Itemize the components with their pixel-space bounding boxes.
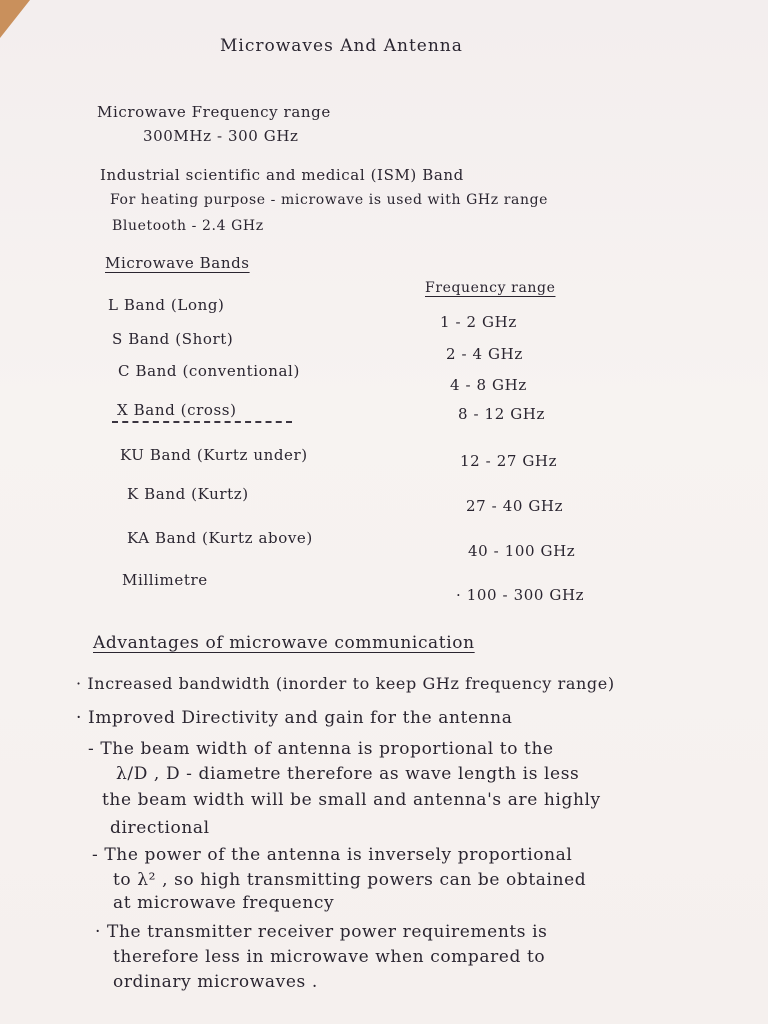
band-name-c: C Band (conventional) [118, 362, 300, 380]
frequency-range-heading: Microwave Frequency range [97, 103, 331, 121]
power-note-line-3: at microwave frequency [113, 893, 335, 913]
receiver-note-line-2: therefore less in microwave when compared to [113, 947, 546, 967]
band-range-millimetre: · 100 - 300 GHz [456, 586, 585, 604]
band-range-x: 8 - 12 GHz [458, 405, 545, 423]
directivity-note-line-4: directional [110, 818, 210, 838]
band-range-ka: 40 - 100 GHz [468, 542, 576, 560]
power-note-line-1: - The power of the antenna is inversely proportional [92, 845, 573, 865]
receiver-note-line-3: ordinary microwaves . [113, 972, 318, 992]
band-name-ka: KA Band (Kurtz above) [127, 529, 313, 547]
band-range-s: 2 - 4 GHz [446, 345, 523, 363]
receiver-note-line-1: · The transmitter receiver power requirements is [95, 922, 548, 942]
band-name-s: S Band (Short) [112, 330, 234, 348]
ism-heading: Industrial scientific and medical (ISM) Band [100, 166, 464, 184]
ism-heating-note: For heating purpose - microwave is used with GHz range [110, 192, 549, 208]
band-x-dashed-underline [112, 421, 292, 423]
band-range-c: 4 - 8 GHz [450, 376, 527, 394]
power-note-line-2: to λ² , so high transmitting powers can be obtained [113, 870, 587, 890]
page-title: Microwaves And Antenna [220, 36, 463, 56]
band-name-l: L Band (Long) [108, 296, 225, 314]
advantage-bandwidth: · Increased bandwidth (inorder to keep GHz frequency range) [76, 674, 615, 693]
directivity-note-line-1: - The beam width of antenna is proportional to the [88, 739, 554, 759]
frequency-range-value: 300MHz - 300 GHz [143, 127, 299, 145]
ism-bluetooth-note: Bluetooth - 2.4 GHz [112, 218, 264, 234]
band-name-ku: KU Band (Kurtz under) [120, 446, 308, 464]
band-name-x: X Band (cross) [117, 401, 237, 419]
band-range-ku: 12 - 27 GHz [460, 452, 558, 470]
page-corner-shadow [0, 0, 30, 38]
directivity-note-line-3: the beam width will be small and antenna's are highly [102, 790, 601, 810]
bands-heading: Microwave Bands [105, 254, 250, 272]
directivity-note-line-2: λ/D , D - diametre therefore as wave length is less [116, 764, 580, 784]
advantage-directivity: · Improved Directivity and gain for the antenna [76, 708, 513, 728]
frequency-range-column-heading: Frequency range [425, 280, 556, 296]
advantages-heading: Advantages of microwave communication [93, 633, 475, 653]
band-range-l: 1 - 2 GHz [440, 313, 517, 331]
band-name-millimetre: Millimetre [122, 571, 208, 589]
band-range-k: 27 - 40 GHz [466, 497, 564, 515]
band-name-k: K Band (Kurtz) [127, 485, 249, 503]
